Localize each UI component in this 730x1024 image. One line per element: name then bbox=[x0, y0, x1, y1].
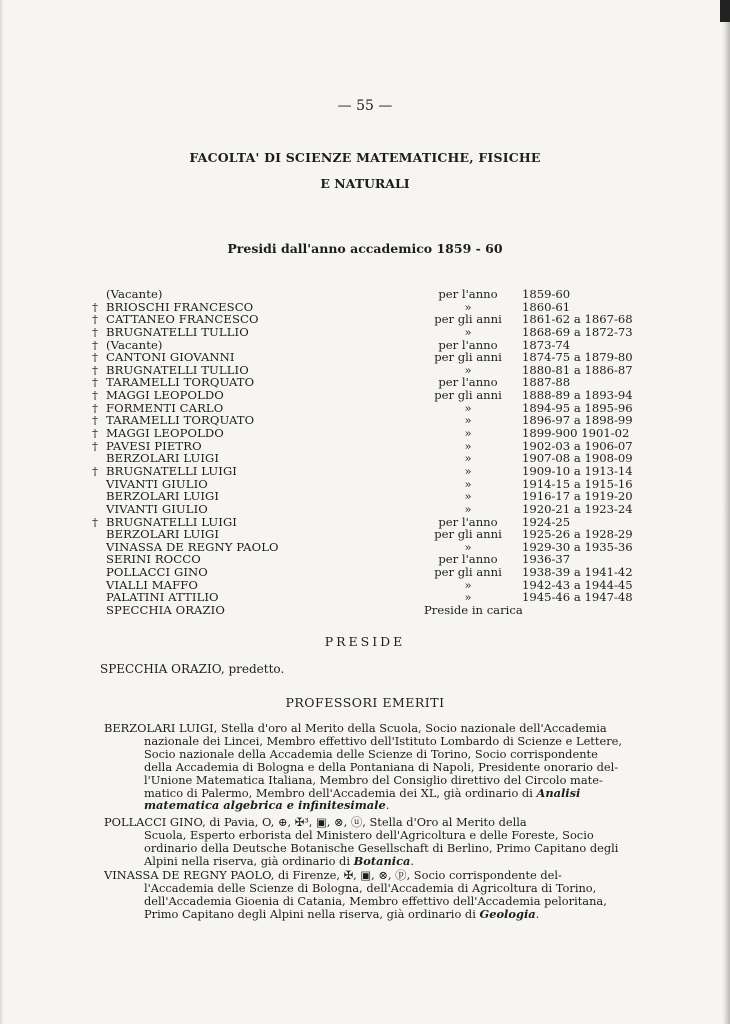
dean-name: BERZOLARI LUIGI bbox=[106, 489, 220, 504]
deceased-mark: † bbox=[92, 362, 98, 377]
dean-row bbox=[0, 351, 730, 364]
years-range: 1942-43 a 1944-45 bbox=[522, 577, 633, 592]
emeriti-heading: PROFESSORI EMERITI bbox=[285, 695, 445, 710]
period-label: per l'anno bbox=[438, 337, 498, 352]
period-label: » bbox=[464, 438, 472, 453]
deceased-mark: † bbox=[92, 438, 98, 453]
dean-name: TARAMELLI TORQUATO bbox=[106, 413, 255, 428]
entry-text: . bbox=[535, 906, 540, 921]
dean-row bbox=[0, 604, 730, 617]
dean-name: MAGGI LEOPOLDO bbox=[106, 388, 224, 403]
period-label: » bbox=[464, 489, 472, 504]
period-label: per gli anni bbox=[434, 350, 502, 365]
page-number: — 55 — bbox=[337, 98, 393, 114]
years-range: 1924-25 bbox=[522, 514, 571, 529]
entry-line bbox=[104, 908, 644, 921]
dean-name: VIVANTI GIULIO bbox=[106, 476, 208, 491]
years-range: 1859-60 bbox=[522, 287, 571, 301]
years-range: 1945-46 a 1947-48 bbox=[522, 590, 633, 605]
years-range: 1888-89 a 1893-94 bbox=[522, 388, 633, 403]
entry-line: l'Accademia delle Scienze di Bologna, dell'Accademia di Agricoltura di Torino, bbox=[144, 880, 597, 895]
entry-line: BERZOLARI LUIGI, Stella d'oro al Merito della Scuola, Socio nazionale dell'Accademia bbox=[104, 721, 607, 735]
dean-name: SPECCHIA ORAZIO bbox=[106, 603, 225, 618]
dean-name: PAVESI PIETRO bbox=[106, 438, 202, 453]
dean-row bbox=[0, 465, 730, 478]
entry-line bbox=[104, 799, 644, 812]
entry-line: della Accademia di Bologna e della Pontaniana di Napoli, Presidente onorario del- bbox=[144, 759, 619, 774]
deceased-mark: † bbox=[92, 400, 98, 415]
entry-line bbox=[104, 855, 644, 868]
deceased-mark: † bbox=[92, 312, 98, 327]
period-label: per gli anni bbox=[434, 527, 502, 542]
dean-name: CANTONI GIOVANNI bbox=[106, 350, 235, 365]
binding-corner-mark bbox=[720, 0, 730, 22]
subject-name: Geologia bbox=[479, 906, 536, 921]
entry-text: matico di Palermo, Membro dell'Accademia dei XL, già ordinario di bbox=[144, 785, 537, 800]
years-range: 1920-21 a 1923-24 bbox=[522, 501, 633, 516]
years-range: 1909-10 a 1913-14 bbox=[522, 463, 633, 478]
dean-name: BERZOLARI LUIGI bbox=[106, 451, 220, 466]
period-label: » bbox=[464, 476, 472, 491]
years-range: 1873-74 bbox=[522, 337, 571, 352]
dean-row bbox=[0, 389, 730, 402]
deceased-mark: † bbox=[92, 514, 98, 529]
dean-name: VINASSA DE REGNY PAOLO bbox=[106, 539, 279, 554]
dean-row bbox=[0, 326, 730, 339]
deceased-mark: † bbox=[92, 463, 98, 478]
deceased-mark: † bbox=[92, 324, 98, 339]
dean-row bbox=[0, 427, 730, 440]
years-range: 1916-17 a 1919-20 bbox=[522, 489, 633, 504]
dean-row bbox=[0, 490, 730, 503]
period-label: » bbox=[464, 539, 472, 554]
dean-row bbox=[0, 528, 730, 541]
deceased-mark: † bbox=[92, 426, 98, 441]
dean-name: BERZOLARI LUIGI bbox=[106, 527, 220, 542]
years-range: 1899-900 1901-02 bbox=[522, 426, 630, 441]
period-label: » bbox=[464, 400, 472, 415]
period-label: Preside in carica bbox=[424, 603, 523, 618]
period-label: » bbox=[464, 451, 472, 466]
emeritus-entry-berzolari bbox=[104, 722, 644, 812]
deceased-mark: † bbox=[92, 350, 98, 365]
dean-name: BRUGNATELLI TULLIO bbox=[106, 324, 249, 339]
entry-text: . bbox=[385, 798, 390, 813]
dean-name: SERINI ROCCO bbox=[106, 552, 201, 567]
period-label: » bbox=[464, 413, 472, 428]
years-range: 1874-75 a 1879-80 bbox=[522, 350, 633, 365]
period-label: » bbox=[464, 501, 472, 516]
dean-name: POLLACCI GINO bbox=[106, 565, 208, 580]
period-label: » bbox=[464, 463, 472, 478]
period-label: » bbox=[464, 426, 472, 441]
subject-name: matematica algebrica e infinitesimale bbox=[144, 798, 386, 813]
years-range: 1894-95 a 1895-96 bbox=[522, 400, 633, 415]
dean-name: MAGGI LEOPOLDO bbox=[106, 426, 224, 441]
faculty-title-line1: FACOLTA' DI SCIENZE MATEMATICHE, FISICHE bbox=[189, 150, 541, 165]
deceased-mark: † bbox=[92, 388, 98, 403]
dean-row bbox=[0, 288, 730, 301]
presidi-section-title: Presidi dall'anno accademico 1859 - 60 bbox=[227, 241, 503, 256]
emeritus-entry-vinassa bbox=[104, 869, 644, 921]
preside-heading: PRESIDE bbox=[324, 634, 406, 649]
deceased-mark: † bbox=[92, 337, 98, 352]
period-label: per gli anni bbox=[434, 388, 502, 403]
period-label: per l'anno bbox=[438, 287, 498, 301]
entry-line: ordinario della Deutsche Botanische Gesellschaft di Berlino, Primo Capitano degli bbox=[144, 840, 619, 855]
entry-line: POLLACCI GINO, di Pavia, O, ⊕, ✠³, ▣, ⊗, ⓤ, Stella d'Oro al Merito della bbox=[104, 815, 527, 829]
entry-line: Socio nazionale della Accademia delle Scienze di Torino, Socio corrispondente bbox=[144, 746, 598, 761]
entry-text: Alpini nella riserva, già ordinario di bbox=[144, 853, 354, 868]
dean-row bbox=[0, 566, 730, 579]
dean-name: (Vacante) bbox=[106, 287, 163, 301]
preside-text: SPECCHIA ORAZIO, predetto. bbox=[100, 662, 285, 676]
deans-list bbox=[0, 288, 730, 617]
years-range: 1868-69 a 1872-73 bbox=[522, 324, 633, 339]
dean-name: BRUGNATELLI LUIGI bbox=[106, 463, 237, 478]
years-range: 1914-15 a 1915-16 bbox=[522, 476, 633, 491]
period-label: per gli anni bbox=[434, 312, 502, 327]
dean-name: BRUGNATELLI TULLIO bbox=[106, 362, 249, 377]
entry-line: l'Unione Matematica Italiana, Membro del Consiglio direttivo del Circolo mate- bbox=[144, 772, 603, 787]
period-label: » bbox=[464, 324, 472, 339]
period-label: » bbox=[464, 362, 472, 377]
years-range: 1925-26 a 1928-29 bbox=[522, 527, 633, 542]
years-range: 1896-97 a 1898-99 bbox=[522, 413, 633, 428]
period-label: » bbox=[464, 590, 472, 605]
deceased-mark: † bbox=[92, 375, 98, 390]
dean-name: TARAMELLI TORQUATO bbox=[106, 375, 255, 390]
years-range: 1887-88 bbox=[522, 375, 571, 390]
dean-name: VIVANTI GIULIO bbox=[106, 501, 208, 516]
emeritus-entry-pollacci bbox=[104, 816, 644, 868]
dean-name: PALATINI ATTILIO bbox=[106, 590, 219, 605]
subject-name: Botanica bbox=[353, 853, 411, 868]
period-label: per l'anno bbox=[438, 552, 498, 567]
entry-line: dell'Accademia Gioenia di Catania, Membro effettivo dell'Accademia peloritana, bbox=[144, 893, 607, 908]
period-label: » bbox=[464, 299, 472, 314]
years-range: 1938-39 a 1941-42 bbox=[522, 565, 633, 580]
years-range: 1902-03 a 1906-07 bbox=[522, 438, 633, 453]
dean-name: VIALLI MAFFO bbox=[106, 577, 199, 592]
deceased-mark: † bbox=[92, 413, 98, 428]
faculty-title-line2: E NATURALI bbox=[320, 176, 410, 191]
subject-name: Analisi bbox=[536, 785, 581, 800]
dean-name: BRIOSCHI FRANCESCO bbox=[106, 299, 254, 314]
entry-text: Primo Capitano degli Alpini nella riserva, già ordinario di bbox=[144, 906, 480, 921]
entry-line: Scuola, Esperto erborista del Ministero dell'Agricoltura e delle Foreste, Socio bbox=[144, 827, 594, 842]
period-label: per l'anno bbox=[438, 375, 498, 390]
deceased-mark: † bbox=[92, 299, 98, 314]
years-range: 1929-30 a 1935-36 bbox=[522, 539, 633, 554]
dean-name: FORMENTI CARLO bbox=[106, 400, 224, 415]
years-range: 1880-81 a 1886-87 bbox=[522, 362, 633, 377]
period-label: per l'anno bbox=[438, 514, 498, 529]
entry-line: nazionale dei Lincei, Membro effettivo dell'Istituto Lombardo di Scienze e Lettere, bbox=[144, 733, 623, 748]
dean-name: CATTANEO FRANCESCO bbox=[106, 312, 259, 327]
years-range: 1860-61 bbox=[522, 299, 571, 314]
years-range: 1936-37 bbox=[522, 552, 571, 567]
dean-row bbox=[0, 503, 730, 516]
dean-name: BRUGNATELLI LUIGI bbox=[106, 514, 237, 529]
entry-text: . bbox=[410, 853, 415, 868]
years-range: 1907-08 a 1908-09 bbox=[522, 451, 633, 466]
years-range: 1861-62 a 1867-68 bbox=[522, 312, 633, 327]
period-label: per gli anni bbox=[434, 565, 502, 580]
entry-line: VINASSA DE REGNY PAOLO, di Firenze, ✠, ▣, ⊗, ⓟ, Socio corrispondente del- bbox=[104, 868, 562, 882]
period-label: » bbox=[464, 577, 472, 592]
dean-name: (Vacante) bbox=[106, 337, 163, 352]
